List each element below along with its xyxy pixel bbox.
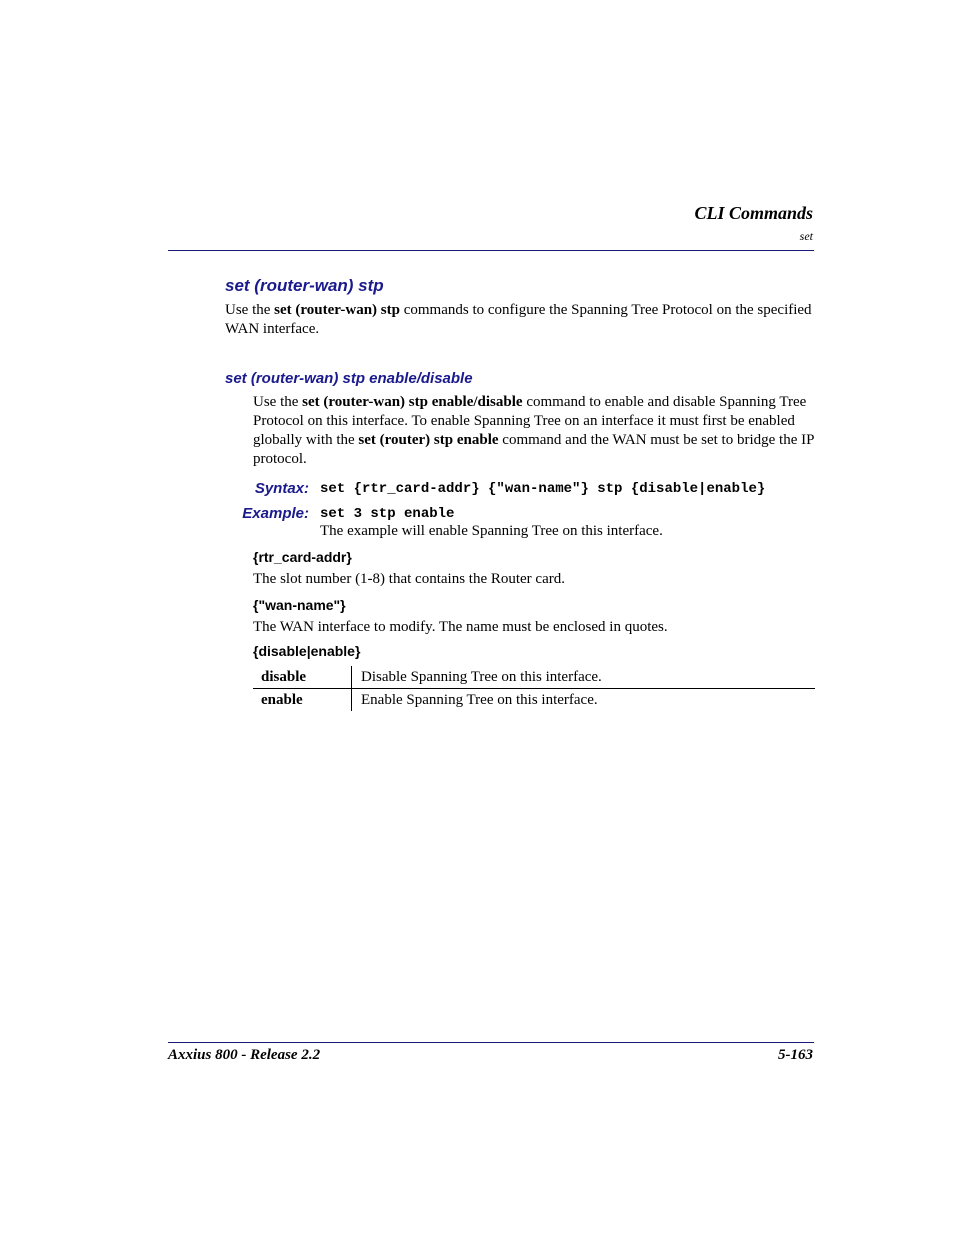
para-text-mid: command to enable and disable Spanning Tree Protocol on this interface. To enable Spanning Tree on an interface it must first be enabled globally with the	[253, 394, 807, 448]
param-desc-card-addr: The slot number (1-8) that contains the Router card.	[253, 571, 565, 587]
subsection-heading: set (router-wan) stp enable/disable	[225, 370, 473, 387]
option-key: enable	[253, 689, 352, 712]
chapter-title: CLI Commands	[694, 203, 813, 223]
param-desc-wan-name: The WAN interface to modify. The name must be enclosed in quotes.	[253, 619, 668, 635]
option-value: Enable Spanning Tree on this interface.	[361, 691, 598, 708]
header-rule	[168, 250, 814, 251]
table-row	[253, 689, 815, 712]
intro-command: set (router-wan) stp	[274, 302, 400, 318]
param-name-wan-name: {"wan-name"}	[253, 597, 346, 613]
example-description: The example will enable Spanning Tree on this interface.	[320, 523, 663, 539]
example-code: set 3 stp enable	[320, 506, 455, 522]
syntax-code: set {rtr_card-addr} {"wan-name"} stp {disable|enable}	[320, 481, 766, 497]
footer-product: Axxius 800 - Release 2.2	[168, 1047, 321, 1063]
para-command-router: set (router) stp enable	[358, 432, 499, 448]
intro-text-pre: Use the	[225, 302, 275, 318]
para-command: set (router-wan) stp enable/disable	[302, 394, 523, 410]
param-name-card-addr: {rtr_card-addr}	[253, 549, 352, 565]
para-text-pre: Use the	[253, 394, 303, 410]
table-row	[253, 666, 815, 689]
example-label: Example:	[242, 505, 309, 522]
footer-rule	[168, 1042, 814, 1043]
options-table	[253, 666, 815, 711]
option-value: Disable Spanning Tree on this interface.	[352, 666, 816, 689]
section-heading: set (router-wan) stp	[225, 276, 384, 295]
section-intro	[225, 301, 815, 339]
option-key: disable	[253, 666, 352, 689]
intro-text-post: commands to configure the Spanning Tree Protocol on the specified WAN interface.	[225, 302, 812, 337]
para-text-post: command and the WAN must be set to bridge the IP protocol.	[253, 432, 814, 467]
footer-page-number: 5-163	[778, 1047, 813, 1063]
syntax-label: Syntax:	[254, 480, 309, 497]
subsection-paragraph	[253, 393, 815, 469]
param-name-disable-enable: {disable|enable}	[253, 643, 361, 659]
chapter-subtitle: set	[799, 229, 813, 243]
